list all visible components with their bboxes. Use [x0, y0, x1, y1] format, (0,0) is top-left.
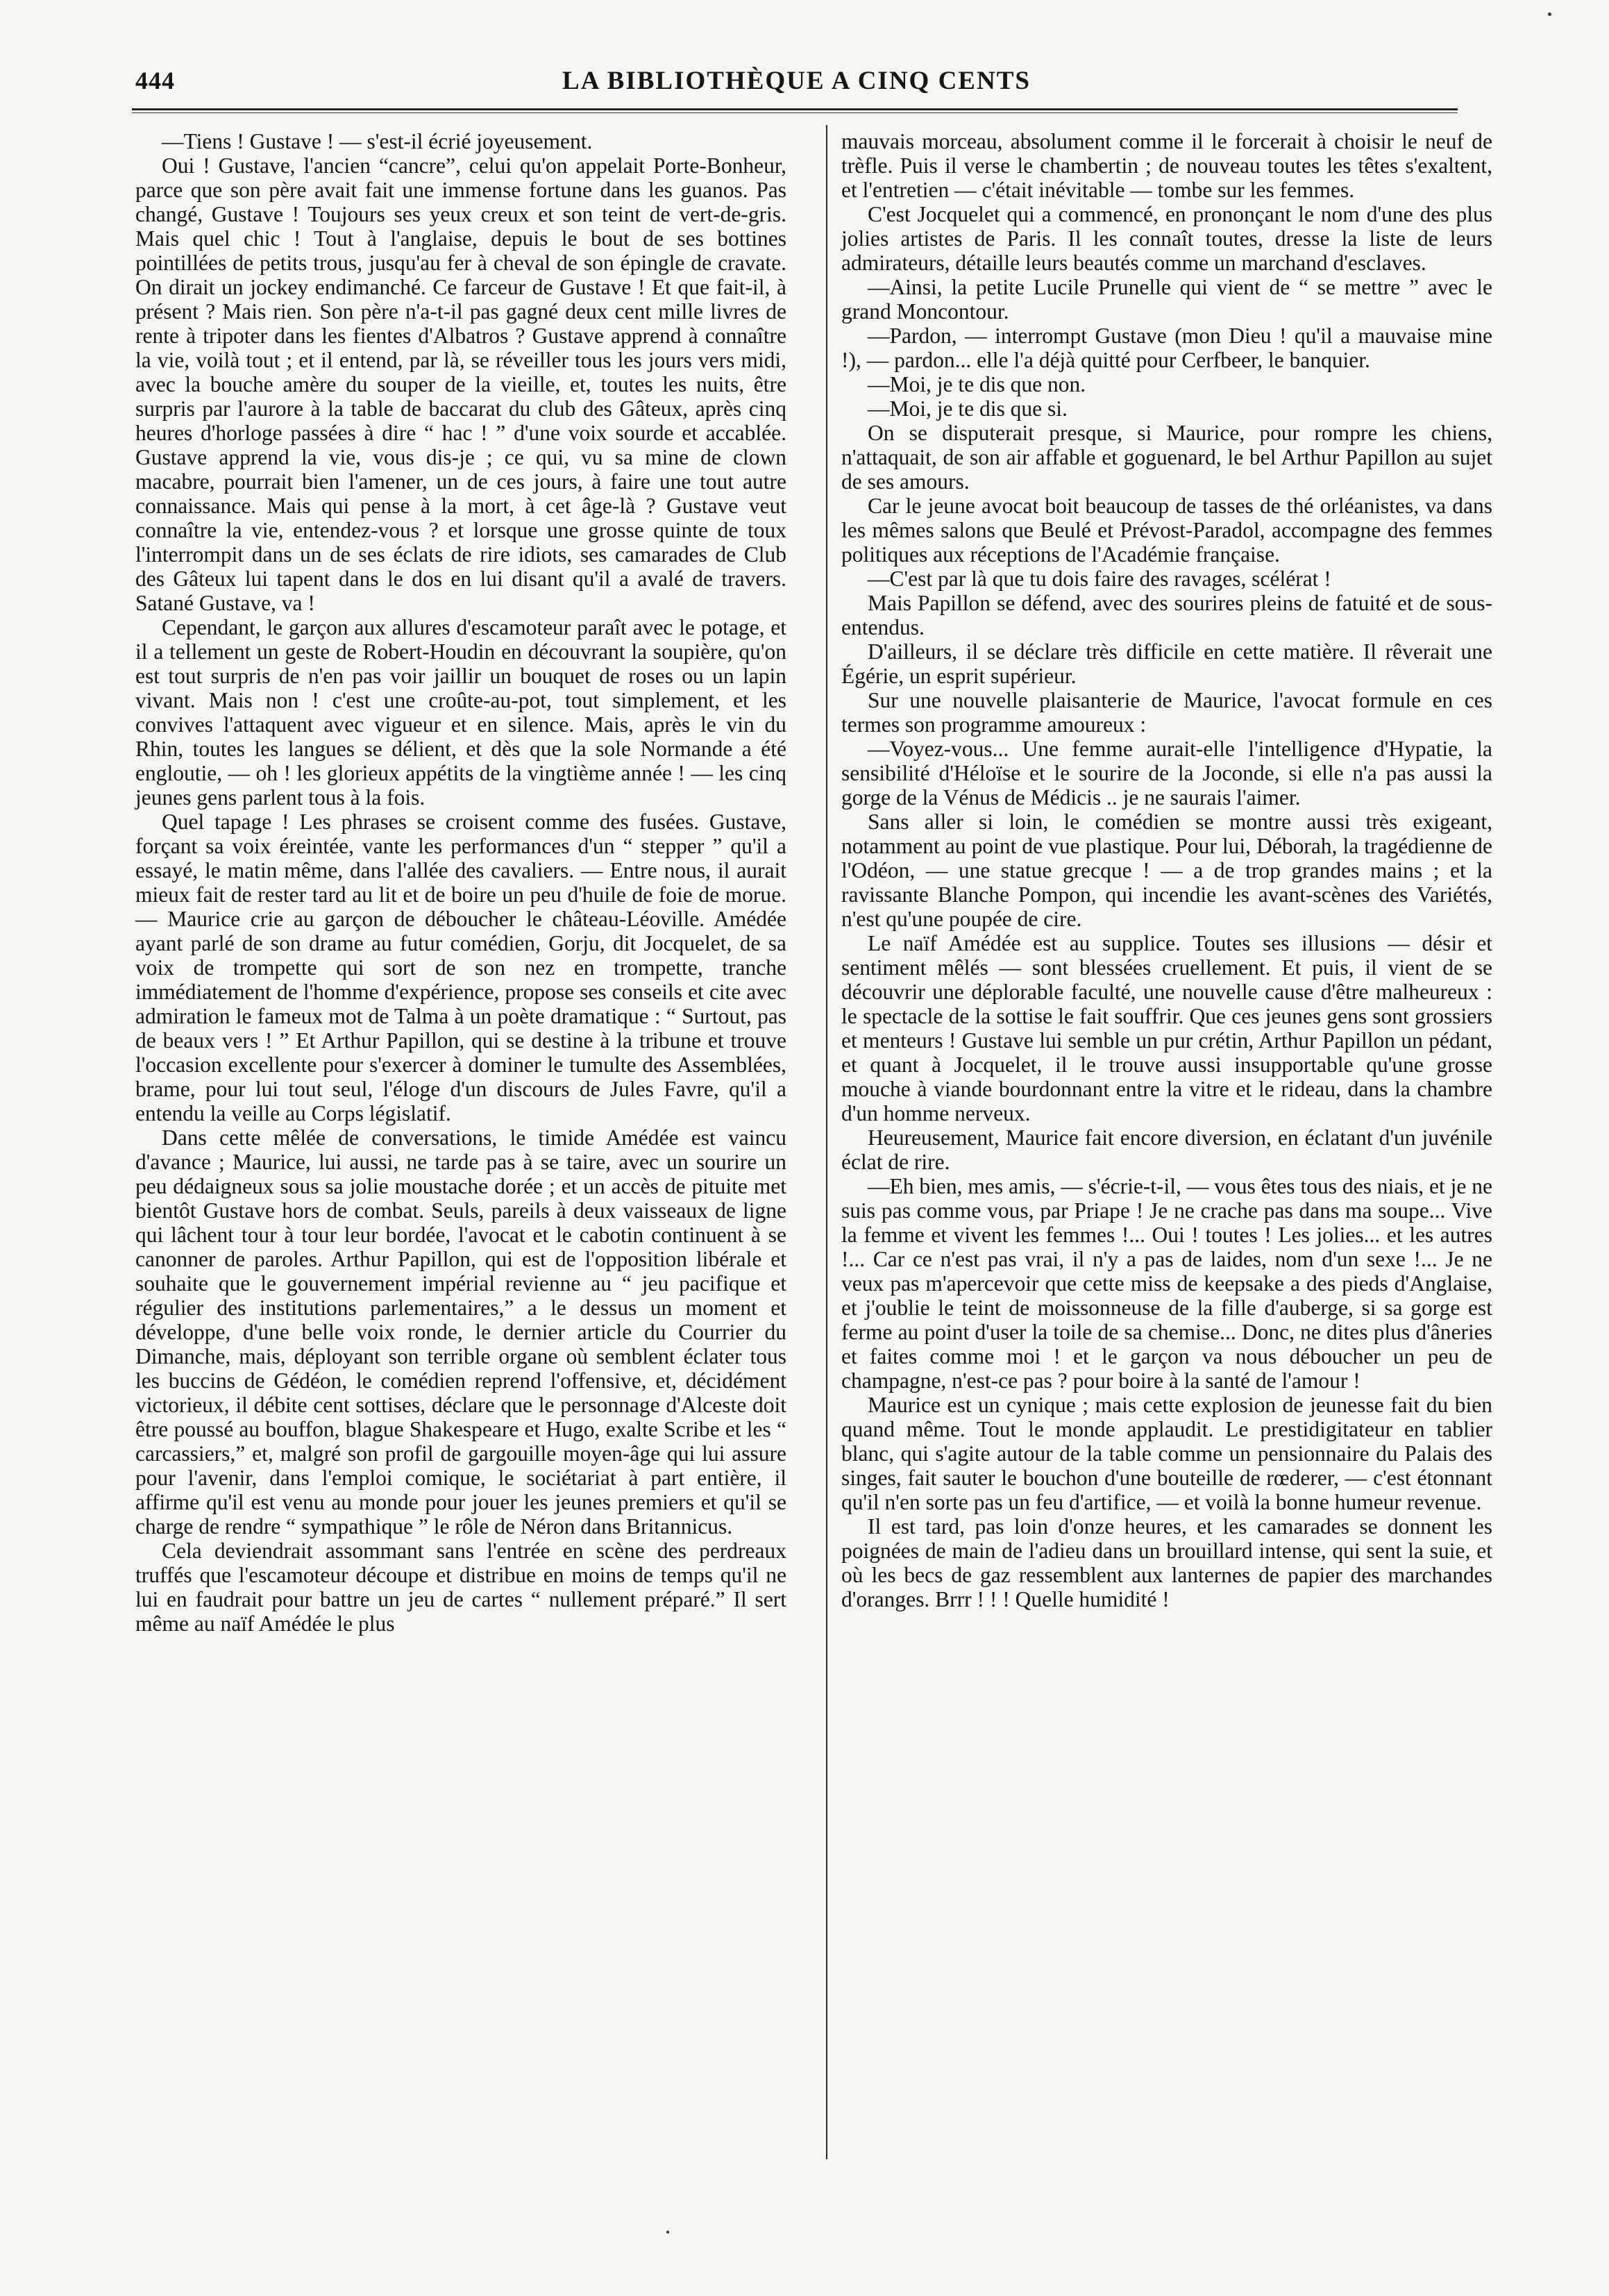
ink-speck: [666, 2231, 669, 2234]
paragraph: —Pardon, — interrompt Gustave (mon Dieu ! qu'il a mauvaise mine !), — pardon... elle l'a déjà quitté pour Cerfbeer, le banquier.: [841, 324, 1492, 372]
paragraph: Mais Papillon se défend, avec des sourires pleins de fatuité et de sous-entendus.: [841, 591, 1492, 639]
page-number: 444: [135, 67, 175, 94]
paragraph: Sur une nouvelle plaisanterie de Maurice, l'avocat formule en ces termes son programme amoureux :: [841, 688, 1492, 737]
paragraph: Heureusement, Maurice fait encore diversion, en éclatant d'un juvénile éclat de rire.: [841, 1125, 1492, 1174]
paragraph: Le naïf Amédée est au supplice. Toutes ses illusions — désir et sentiment mêlés — sont blessées cruellement. Et puis, il vient de se découvrir une déplorable faculté, une nouvelle cause d'être malheureux : le spectacle de la sottise le fait souffrir. Que ces jeunes gens sont grossiers et menteurs ! Gustave lui semble un pur crétin, Arthur Papillon un pédant, et quant à Jocquelet, il le trouve aussi insupportable qu'une grosse mouche à viande bourdonnant entre la vitre et le rideau, dans la chambre d'un homme nerveux.: [841, 931, 1492, 1125]
left-column: [135, 129, 786, 1636]
paragraph: —Eh bien, mes amis, — s'écrie-t-il, — vous êtes tous des niais, et je ne suis pas comme vous, par Priape ! Je ne crache pas dans ma soupe... Vive la femme et vivent les femmes !... Oui ! toutes ! Les jolies... et les autres !... Car ce n'est pas vrai, il n'y a pas de laides, nom d'un sexe !... Je ne veux pas m'apercevoir que cette miss de keepsake a des pieds d'Anglaise, et j'oublie le teint de moissonneuse de la fille d'auberge, si sa gorge est ferme au point d'user la toile de sa chemise... Donc, ne dites plus d'âneries et faites comme moi ! et le garçon va nous déboucher un peu de champagne, n'est-ce pas ? pour boire à la santé de l'amour !: [841, 1174, 1492, 1393]
paragraph: —Ainsi, la petite Lucile Prunelle qui vient de “ se mettre ” avec le grand Moncontour.: [841, 275, 1492, 324]
paragraph: Il est tard, pas loin d'onze heures, et les camarades se donnent les poignées de main de l'adieu dans un brouillard intense, qui sent la suie, et où les becs de gaz ressemblent aux lanternes de papier des marchandes d'oranges. Brrr ! ! ! Quelle humidité !: [841, 1514, 1492, 1611]
paragraph: Maurice est un cynique ; mais cette explosion de jeunesse fait du bien quand même. Tout le monde applaudit. Le prestidigitateur en tablier blanc, qui s'agite autour de la table comme un pensionnaire du Palais des singes, fait sauter le bouchon d'une bouteille de rœderer, — c'est étonnant qu'il n'en sorte pas un feu d'artifice, — et voilà la bonne humeur revenue.: [841, 1393, 1492, 1514]
running-title: LA BIBLIOTHÈQUE A CINQ CENTS: [562, 67, 1031, 95]
right-column: [841, 129, 1492, 1611]
paragraph: Car le jeune avocat boit beaucoup de tasses de thé orléanistes, va dans les mêmes salons que Beulé et Prévost-Paradol, accompagne des femmes politiques aux réceptions de l'Académie française.: [841, 494, 1492, 567]
paragraph: mauvais morceau, absolument comme il le forcerait à choisir le neuf de trèfle. Puis il verse le chambertin ; de nouveau toutes les têtes s'exaltent, et l'entretien — c'était inévitable — tombe sur les femmes.: [841, 129, 1492, 202]
paragraph: —Tiens ! Gustave ! — s'est-il écrié joyeusement.: [162, 129, 593, 153]
paragraph: Dans cette mêlée de conversations, le timide Amédée est vaincu d'avance ; Maurice, lui aussi, ne tarde pas à se taire, avec un sourire un peu dédaigneux sous sa jolie moustache dorée ; et un accès de pituite met bientôt Gustave hors de combat. Seuls, pareils à deux vaisseaux de ligne qui lâchent tour à tour leur bordée, l'avocat et le cabotin continuent à se canonner de paroles. Arthur Papillon, qui est de l'opposition libérale et souhaite que le gouvernement impérial revienne au “ jeu pacifique et régulier des institutions parlementaires,” a le dessus un moment et développe, d'une belle voix ronde, le dernier article du Courrier du Dimanche, mais, déployant son terrible organe où semblent éclater tous les buccins de Gédéon, le comédien reprend l'offensive, et, décidément victorieux, il débite cent sottises, déclare que le personnage d'Alceste doit être poussé au bouffon, blague Shakespeare et Hugo, exalte Scribe et les “ carcassiers,” et, malgré son profil de gargouille moyen-âge qui lui assure pour l'avenir, dans l'emploi comique, le sociétariat à part entière, il affirme qu'il est venu au monde pour jouer les jeunes premiers et qu'il se charge de rendre “ sympathique ” le rôle de Néron dans Britannicus.: [135, 1125, 786, 1539]
paragraph: Cela deviendrait assommant sans l'entrée en scène des perdreaux truffés que l'escamoteur découpe et distribue en moins de temps qu'il ne lui en faudrait pour battre un jeu de cartes “ nullement préparé.” Il sert même au naïf Amédée le plus: [135, 1539, 786, 1636]
paragraph: C'est Jocquelet qui a commencé, en prononçant le nom d'une des plus jolies artistes de Paris. Il les connaît toutes, dresse la liste de leurs admirateurs, détaille leurs beautés comme un marchand d'esclaves.: [841, 202, 1492, 275]
paragraph: D'ailleurs, il se déclare très difficile en cette matière. Il rêverait une Égérie, un esprit supérieur.: [841, 639, 1492, 688]
paragraph: —Moi, je te dis que si.: [868, 396, 1068, 421]
paragraph: —C'est par là que tu dois faire des ravages, scélérat !: [868, 567, 1331, 591]
page-header: [135, 66, 1458, 102]
paragraph: Cependant, le garçon aux allures d'escamoteur paraît avec le potage, et il a tellement un geste de Robert-Houdin en découvrant la soupière, qu'on est tout surpris de n'en pas voir jaillir un bouquet de roses ou un lapin vivant. Mais non ! c'est une croûte-au-pot, tout simplement, et les convives l'attaquent avec vigueur et en silence. Mais, après le vin du Rhin, toutes les langues se délient, et dès que la sole Normande a été engloutie, — oh ! les glorieux appétits de la vingtième année ! — les cinq jeunes gens parlent tous à la fois.: [135, 615, 786, 810]
paragraph: —Voyez-vous... Une femme aurait-elle l'intelligence d'Hypatie, la sensibilité d'Héloïse et le sourire de la Joconde, si elle n'a pas aussi la gorge de la Vénus de Médicis .. je ne saurais l'aimer.: [841, 737, 1492, 810]
paragraph: Oui ! Gustave, l'ancien “cancre”, celui qu'on appelait Porte-Bonheur, parce que son père avait fait une immense fortune dans les guanos. Pas changé, Gustave ! Toujours ses yeux creux et son teint de vert-de-gris. Mais quel chic ! Tout à l'anglaise, depuis le bout de ses bottines pointillées de petits trous, jusqu'au fer à cheval de son épingle de cravate. On dirait un jockey endimanché. Ce farceur de Gustave ! Et que fait-il, à présent ? Mais rien. Son père n'a-t-il pas gagné deux cent mille livres de rente à tripoter dans les fientes d'Albatros ? Gustave apprend à connaître la vie, voilà tout ; et il entend, par là, se réveiller tous les jours vers midi, avec la bouche amère du souper de la vieille, et, toutes les nuits, être surpris par l'aurore à la table de baccarat du club des Gâteux, après cinq heures d'horloge passées à dire “ hac ! ” d'une voix sourde et accablée. Gustave apprend la vie, vous dis-je ; ce qui, vu sa mine de clown macabre, pourrait bien l'amener, un de ces jours, à faire une tout autre connaissance. Mais qui pense à la mort, à cet âge-là ? Gustave veut connaître la vie, entendez-vous ? et lorsque une grosse quinte de toux l'interrompit dans un de ses éclats de rire idiots, ses camarades de Club des Gâteux lui tapent dans le dos en lui disant qu'il a avalé de travers. Satané Gustave, va !: [135, 153, 786, 615]
column-divider: [826, 125, 827, 2159]
paragraph: Quel tapage ! Les phrases se croisent comme des fusées. Gustave, forçant sa voix éreintée, vante les performances d'un “ stepper ” qu'il a essayé, le matin même, dans l'allée des cavaliers. — Entre nous, il aurait mieux fait de rester tard au lit et de boire un peu d'huile de foie de morue. — Maurice crie au garçon de déboucher le château-Léoville. Amédée ayant parlé de son drame au futur comédien, Gorju, dit Jocquelet, de sa voix de trompette qui sort de son nez en trompette, tranche immédiatement de l'homme d'expérience, propose ses conseils et cite avec admiration le fameux mot de Talma à un poète dramatique : “ Surtout, pas de beaux vers ! ” Et Arthur Papillon, qui se destine à la tribune et trouve l'occasion excellente pour s'exercer à dominer le tumulte des Assemblées, brame, pour lui tout seul, l'éloge d'un discours de Jules Favre, qu'il a entendu la veille au Corps législatif.: [135, 810, 786, 1125]
ink-speck: [1548, 12, 1551, 16]
paragraph: —Moi, je te dis que non.: [868, 372, 1086, 396]
paragraph: Sans aller si loin, le comédien se montre aussi très exigeant, notamment au point de vue plastique. Pour lui, Déborah, la tragédienne de l'Odéon, — une statue grecque ! — a de trop grandes mains ; et la ravissante Blanche Pompon, qui incendie les avant-scènes des Variétés, n'est qu'une poupée de cire.: [841, 810, 1492, 931]
header-rule: [132, 108, 1458, 110]
header-rule-thin: [132, 112, 1458, 113]
paragraph: On se disputerait presque, si Maurice, pour rompre les chiens, n'attaquait, de son air affable et goguenard, le bel Arthur Papillon au sujet de ses amours.: [841, 421, 1492, 494]
